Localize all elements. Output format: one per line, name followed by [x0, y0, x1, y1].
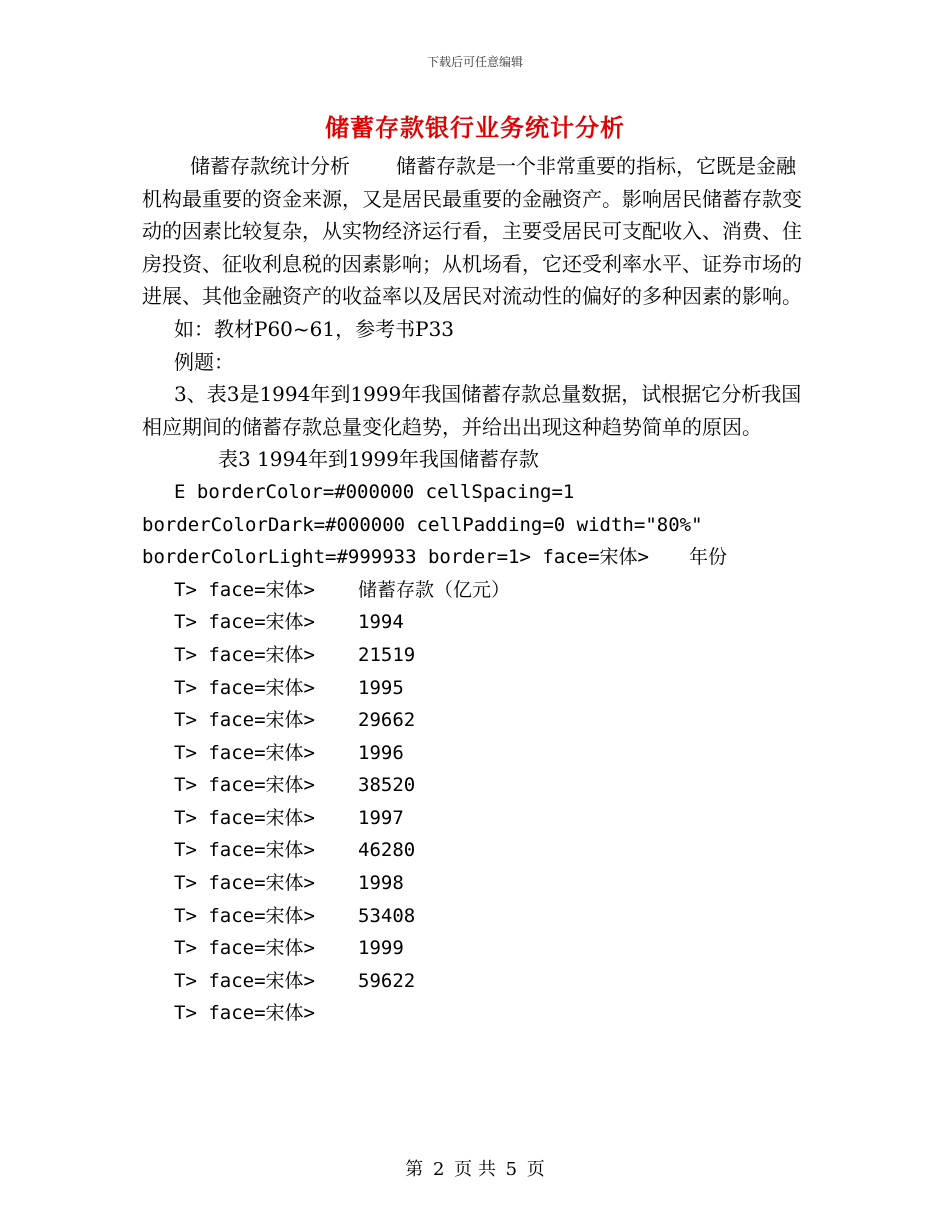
residue-row: [142, 834, 810, 867]
residue-row-prefix: T> face=宋体>: [174, 839, 315, 862]
intro-text: 储蓄存款是一个非常重要的指标，它既是金融机构最重要的资金来源，又是居民最重要的金融资产。影响居民储蓄存款变动的因素比较复杂，从实物经济运行看，主要受居民可支配收入、消费、住房投资、征收利息税的因素影响；从机场看，它还受利率水平、证券市场的进展、其他金融资产的收益率以及居民对流动性的偏好的多种因素的影响。: [142, 154, 802, 309]
example-label: 例题：: [174, 349, 234, 374]
residue-row-value: 59622: [358, 969, 416, 992]
residue-row: [142, 639, 810, 672]
residue-row-value: 储蓄存款（亿元）: [358, 578, 511, 601]
table-caption: 表3 1994年到1999年我国储蓄存款: [218, 447, 539, 472]
residue-row-value: 1996: [358, 741, 404, 764]
residue-row-prefix: T> face=宋体>: [174, 611, 315, 634]
residue-line-3-value: 年份: [689, 546, 728, 569]
page-header: 下载后可任意编辑: [426, 55, 523, 69]
footer-mid: 页 共: [454, 1159, 496, 1180]
reference-line: 如：教材P60~61，参考书P33: [174, 316, 455, 341]
residue-row-prefix: T> face=宋体>: [174, 741, 315, 764]
residue-row: [142, 574, 810, 607]
residue-line-2: borderColorDark=#000000 cellPadding=0 width="80%": [142, 513, 703, 536]
residue-row-prefix: T> face=宋体>: [174, 774, 315, 797]
footer-suffix: 页: [526, 1159, 545, 1180]
residue-row-prefix: T> face=宋体>: [174, 643, 315, 666]
residue-row-prefix: T> face=宋体>: [174, 1002, 315, 1025]
residue-row: [142, 704, 810, 737]
residue-row: [142, 965, 810, 998]
residue-row-prefix: T> face=宋体>: [174, 937, 315, 960]
residue-row-value: 21519: [358, 643, 416, 666]
residue-line-3: [142, 541, 810, 574]
residue-row-value: 38520: [358, 774, 416, 797]
residue-row-value: 1999: [358, 937, 404, 960]
residue-row: [142, 932, 810, 965]
question-paragraph: 3、表3是1994年到1999年我国储蓄存款总量数据，试根据它分析我国相应期间的储蓄存款总量变化趋势，并给出出现这种趋势简单的原因。: [142, 382, 802, 439]
residue-row-prefix: T> face=宋体>: [174, 578, 315, 601]
residue-row-prefix: T> face=宋体>: [174, 969, 315, 992]
page-footer: [0, 1155, 950, 1181]
residue-row-prefix: T> face=宋体>: [174, 806, 315, 829]
residue-row: [142, 802, 810, 835]
residue-row-prefix: T> face=宋体>: [174, 904, 315, 927]
document-body: [142, 150, 810, 1030]
residue-rows: [142, 574, 810, 1030]
intro-lead: 储蓄存款统计分析: [190, 154, 350, 178]
residue-line-1: E borderColor=#000000 cellSpacing=1: [174, 480, 575, 503]
residue-row: [142, 606, 810, 639]
footer-page-number: 2: [432, 1159, 445, 1180]
residue-line-3-code: borderColorLight=#999933 border=1> face=宋体>: [142, 546, 649, 569]
residue-row-value: 29662: [358, 709, 416, 732]
residue-row: [142, 672, 810, 705]
residue-row: [142, 900, 810, 933]
residue-row: [142, 737, 810, 770]
residue-row-value: 1995: [358, 676, 404, 699]
footer-prefix: 第: [405, 1159, 424, 1180]
document-title: 储蓄存款银行业务统计分析: [325, 113, 625, 142]
residue-row: [142, 997, 810, 1030]
footer-total-pages: 5: [505, 1159, 518, 1180]
residue-row-prefix: T> face=宋体>: [174, 676, 315, 699]
intro-paragraph: [142, 150, 810, 313]
residue-row-prefix: T> face=宋体>: [174, 872, 315, 895]
residue-row-value: 1994: [358, 611, 404, 634]
residue-row-value: 53408: [358, 904, 416, 927]
residue-row-value: 46280: [358, 839, 416, 862]
residue-row: [142, 867, 810, 900]
residue-row-value: 1997: [358, 806, 404, 829]
residue-row-prefix: T> face=宋体>: [174, 709, 315, 732]
residue-row: [142, 769, 810, 802]
residue-row-value: 1998: [358, 872, 404, 895]
